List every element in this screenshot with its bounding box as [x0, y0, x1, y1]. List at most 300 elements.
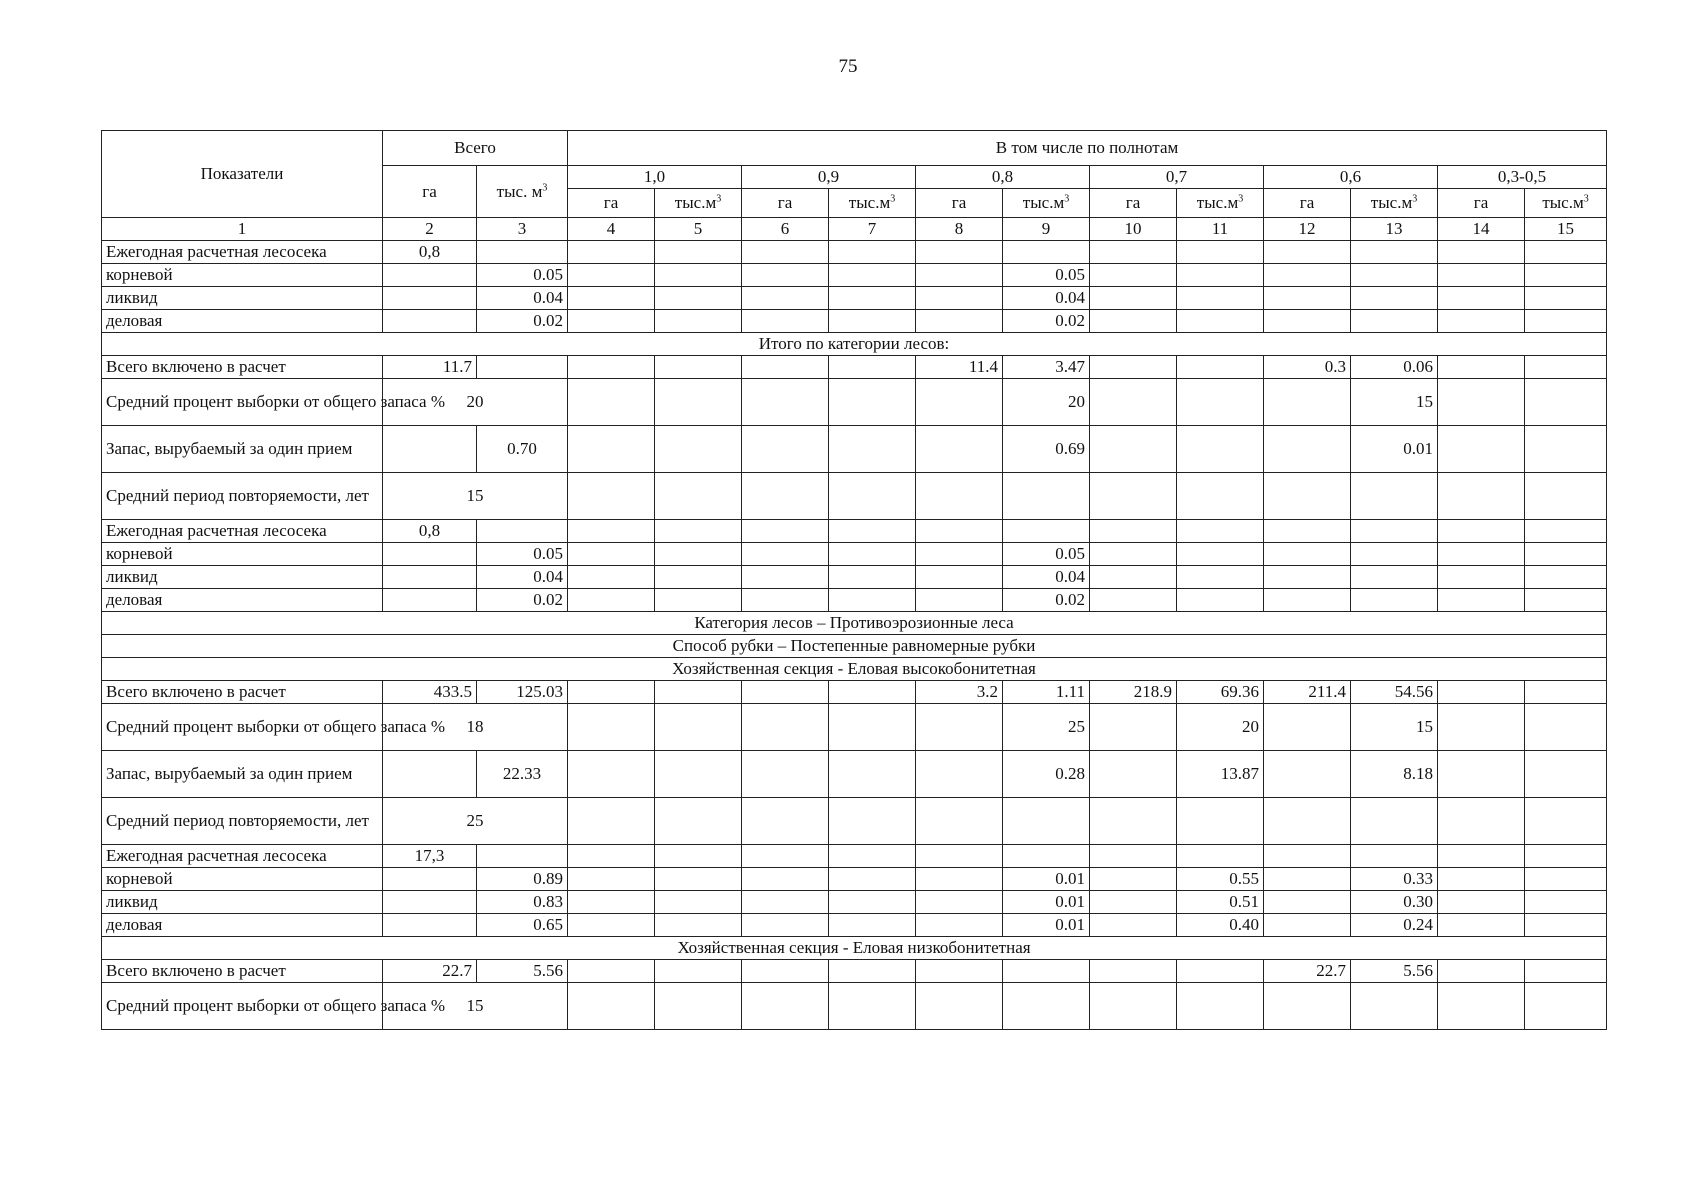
table-row	[102, 983, 1607, 1030]
row-label: Всего включено в расчет	[102, 356, 383, 379]
value-cell-col-11	[1177, 543, 1264, 566]
value-cell-col-10	[1090, 241, 1177, 264]
value-cell-col-11	[1177, 845, 1264, 868]
section-title: Способ рубки – Постепенные равномерные рубки	[102, 635, 1607, 658]
value-cell-col-14	[1438, 356, 1525, 379]
value-cell-col-9: 1.11	[1003, 681, 1090, 704]
column-number: 12	[1264, 218, 1351, 241]
value-cell-col-8	[916, 983, 1003, 1030]
header-unit-ha: га	[742, 189, 829, 218]
table-body	[102, 241, 1607, 1030]
total-ha-cell: 17,3	[383, 845, 477, 868]
value-cell-col-7	[829, 960, 916, 983]
table-row	[102, 543, 1607, 566]
value-cell-col-15	[1525, 914, 1607, 937]
value-cell-col-4	[568, 681, 655, 704]
value-cell-col-12	[1264, 264, 1351, 287]
table-row	[102, 914, 1607, 937]
value-cell-col-9: 0.05	[1003, 543, 1090, 566]
value-cell-col-13: 0.01	[1351, 426, 1438, 473]
column-number: 4	[568, 218, 655, 241]
value-cell-col-4	[568, 868, 655, 891]
header-density-1: 0,9	[742, 166, 916, 189]
value-cell-col-13	[1351, 264, 1438, 287]
value-cell-col-5	[655, 287, 742, 310]
value-cell-col-10	[1090, 426, 1177, 473]
value-cell-col-12: 22.7	[1264, 960, 1351, 983]
value-cell-col-9	[1003, 473, 1090, 520]
value-cell-col-9: 0.04	[1003, 287, 1090, 310]
value-cell-col-10	[1090, 356, 1177, 379]
value-cell-col-5	[655, 751, 742, 798]
total-m3-cell: 0.83	[477, 891, 568, 914]
column-number: 7	[829, 218, 916, 241]
value-cell-col-13: 0.30	[1351, 891, 1438, 914]
value-cell-col-11: 20	[1177, 704, 1264, 751]
row-label: ликвид	[102, 566, 383, 589]
value-cell-col-4	[568, 520, 655, 543]
total-merged-cell: 15	[383, 983, 568, 1030]
table-row	[102, 287, 1607, 310]
value-cell-col-11	[1177, 566, 1264, 589]
value-cell-col-6	[742, 845, 829, 868]
value-cell-col-13	[1351, 241, 1438, 264]
value-cell-col-4	[568, 241, 655, 264]
value-cell-col-9	[1003, 960, 1090, 983]
value-cell-col-9: 0.02	[1003, 310, 1090, 333]
value-cell-col-14	[1438, 264, 1525, 287]
value-cell-col-8	[916, 241, 1003, 264]
row-label: Ежегодная расчетная лесосека	[102, 520, 383, 543]
row-label: Ежегодная расчетная лесосека	[102, 845, 383, 868]
header-density-2: 0,8	[916, 166, 1090, 189]
value-cell-col-13: 15	[1351, 704, 1438, 751]
row-label: Запас, вырубаемый за один прием	[102, 426, 383, 473]
column-number: 11	[1177, 218, 1264, 241]
value-cell-col-14	[1438, 426, 1525, 473]
total-ha-cell	[383, 426, 477, 473]
value-cell-col-7	[829, 520, 916, 543]
table-row	[102, 426, 1607, 473]
value-cell-col-14	[1438, 751, 1525, 798]
value-cell-col-7	[829, 891, 916, 914]
value-cell-col-5	[655, 543, 742, 566]
total-ha-cell	[383, 751, 477, 798]
value-cell-col-6	[742, 960, 829, 983]
value-cell-col-9: 0.01	[1003, 914, 1090, 937]
value-cell-col-9: 0.01	[1003, 891, 1090, 914]
value-cell-col-8	[916, 960, 1003, 983]
column-number: 9	[1003, 218, 1090, 241]
total-m3-cell: 0.05	[477, 543, 568, 566]
value-cell-col-10	[1090, 589, 1177, 612]
value-cell-col-8	[916, 566, 1003, 589]
value-cell-col-6	[742, 520, 829, 543]
column-number: 1	[102, 218, 383, 241]
table-row	[102, 566, 1607, 589]
value-cell-col-12	[1264, 845, 1351, 868]
header-density-4: 0,6	[1264, 166, 1438, 189]
value-cell-col-13	[1351, 473, 1438, 520]
value-cell-col-15	[1525, 798, 1607, 845]
value-cell-col-14	[1438, 845, 1525, 868]
value-cell-col-5	[655, 983, 742, 1030]
value-cell-col-13	[1351, 310, 1438, 333]
row-label: Всего включено в расчет	[102, 960, 383, 983]
value-cell-col-7	[829, 983, 916, 1030]
value-cell-col-6	[742, 566, 829, 589]
value-cell-col-6	[742, 589, 829, 612]
value-cell-col-11	[1177, 287, 1264, 310]
row-label: Средний процент выборки от общего запаса %	[102, 704, 383, 751]
value-cell-col-11	[1177, 473, 1264, 520]
value-cell-col-6	[742, 264, 829, 287]
value-cell-col-11: 0.51	[1177, 891, 1264, 914]
value-cell-col-12: 0.3	[1264, 356, 1351, 379]
header-unit-m3: $тыс.м^3$	[655, 189, 742, 218]
value-cell-col-8	[916, 310, 1003, 333]
value-cell-col-6	[742, 983, 829, 1030]
table-header	[102, 131, 1607, 241]
value-cell-col-8	[916, 287, 1003, 310]
value-cell-col-5	[655, 891, 742, 914]
value-cell-col-11	[1177, 589, 1264, 612]
value-cell-col-10	[1090, 566, 1177, 589]
value-cell-col-6	[742, 426, 829, 473]
value-cell-col-15	[1525, 241, 1607, 264]
value-cell-col-14	[1438, 473, 1525, 520]
column-number-row	[102, 218, 1607, 241]
value-cell-col-10	[1090, 287, 1177, 310]
value-cell-col-7	[829, 914, 916, 937]
value-cell-col-4	[568, 798, 655, 845]
value-cell-col-13	[1351, 287, 1438, 310]
value-cell-col-10	[1090, 914, 1177, 937]
value-cell-col-15	[1525, 681, 1607, 704]
value-cell-col-7	[829, 287, 916, 310]
value-cell-col-4	[568, 287, 655, 310]
value-cell-col-4	[568, 566, 655, 589]
total-m3-cell	[477, 356, 568, 379]
value-cell-col-11: 13.87	[1177, 751, 1264, 798]
table-row	[102, 960, 1607, 983]
value-cell-col-5	[655, 379, 742, 426]
header-including-by-density: В том числе по полнотам	[568, 131, 1607, 166]
value-cell-col-6	[742, 868, 829, 891]
value-cell-col-13	[1351, 589, 1438, 612]
value-cell-col-14	[1438, 704, 1525, 751]
value-cell-col-12	[1264, 543, 1351, 566]
table-row	[102, 379, 1607, 426]
value-cell-col-11	[1177, 310, 1264, 333]
value-cell-col-13: 0.24	[1351, 914, 1438, 937]
header-unit-ha: га	[1090, 189, 1177, 218]
value-cell-col-8	[916, 473, 1003, 520]
row-label: деловая	[102, 914, 383, 937]
table-row	[102, 868, 1607, 891]
value-cell-col-5	[655, 356, 742, 379]
value-cell-col-14	[1438, 960, 1525, 983]
value-cell-col-8	[916, 520, 1003, 543]
value-cell-col-13: 0.06	[1351, 356, 1438, 379]
value-cell-col-11	[1177, 960, 1264, 983]
value-cell-col-10	[1090, 983, 1177, 1030]
value-cell-col-13	[1351, 520, 1438, 543]
value-cell-col-6	[742, 543, 829, 566]
value-cell-col-5	[655, 681, 742, 704]
value-cell-col-10	[1090, 310, 1177, 333]
value-cell-col-14	[1438, 914, 1525, 937]
value-cell-col-4	[568, 426, 655, 473]
value-cell-col-12: 211.4	[1264, 681, 1351, 704]
value-cell-col-8	[916, 426, 1003, 473]
header-unit-m3: $тыс.м^3$	[1177, 189, 1264, 218]
value-cell-col-15	[1525, 868, 1607, 891]
value-cell-col-14	[1438, 287, 1525, 310]
value-cell-col-7	[829, 379, 916, 426]
value-cell-col-6	[742, 473, 829, 520]
total-m3-cell: 125.03	[477, 681, 568, 704]
value-cell-col-10	[1090, 960, 1177, 983]
row-label: Средний процент выборки от общего запаса %	[102, 983, 383, 1030]
value-cell-col-5	[655, 868, 742, 891]
value-cell-col-12	[1264, 868, 1351, 891]
value-cell-col-14	[1438, 681, 1525, 704]
value-cell-col-12	[1264, 704, 1351, 751]
value-cell-col-10	[1090, 520, 1177, 543]
column-number: 13	[1351, 218, 1438, 241]
row-label: корневой	[102, 543, 383, 566]
table-row	[102, 473, 1607, 520]
value-cell-col-14	[1438, 241, 1525, 264]
total-merged-cell: 20	[383, 379, 568, 426]
value-cell-col-13: 15	[1351, 379, 1438, 426]
table-row	[102, 891, 1607, 914]
value-cell-col-4	[568, 960, 655, 983]
value-cell-col-5	[655, 310, 742, 333]
value-cell-col-6	[742, 681, 829, 704]
section-title: Категория лесов – Противоэрозионные леса	[102, 612, 1607, 635]
value-cell-col-5	[655, 798, 742, 845]
value-cell-col-8	[916, 891, 1003, 914]
value-cell-col-5	[655, 845, 742, 868]
value-cell-col-12	[1264, 589, 1351, 612]
value-cell-col-14	[1438, 543, 1525, 566]
value-cell-col-7	[829, 241, 916, 264]
value-cell-col-12	[1264, 520, 1351, 543]
row-label: Запас, вырубаемый за один прием	[102, 751, 383, 798]
header-unit-ha: га	[1438, 189, 1525, 218]
value-cell-col-15	[1525, 287, 1607, 310]
value-cell-col-9: 3.47	[1003, 356, 1090, 379]
value-cell-col-4	[568, 264, 655, 287]
total-ha-cell	[383, 566, 477, 589]
value-cell-col-10	[1090, 798, 1177, 845]
header-total: Всего	[383, 131, 568, 166]
total-ha-cell	[383, 589, 477, 612]
value-cell-col-9: 0.04	[1003, 566, 1090, 589]
table-row	[102, 310, 1607, 333]
value-cell-col-8	[916, 751, 1003, 798]
value-cell-col-6	[742, 310, 829, 333]
total-ha-cell: 11.7	[383, 356, 477, 379]
column-number: 2	[383, 218, 477, 241]
column-number: 10	[1090, 218, 1177, 241]
value-cell-col-7	[829, 566, 916, 589]
header-unit-m3: $тыс.м^3$	[1525, 189, 1607, 218]
row-label: ликвид	[102, 287, 383, 310]
section-row	[102, 635, 1607, 658]
value-cell-col-5	[655, 704, 742, 751]
header-unit-m3: $тыс.м^3$	[1351, 189, 1438, 218]
value-cell-col-6	[742, 287, 829, 310]
value-cell-col-12	[1264, 426, 1351, 473]
header-unit-ha: га	[916, 189, 1003, 218]
total-m3-cell: 0.70	[477, 426, 568, 473]
value-cell-col-10	[1090, 891, 1177, 914]
value-cell-col-9: 0.69	[1003, 426, 1090, 473]
value-cell-col-15	[1525, 983, 1607, 1030]
value-cell-col-13	[1351, 566, 1438, 589]
value-cell-col-7	[829, 473, 916, 520]
total-merged-cell: 25	[383, 798, 568, 845]
table-row	[102, 520, 1607, 543]
header-total-m3: тыс. $м^3$	[477, 166, 568, 218]
value-cell-col-6	[742, 891, 829, 914]
total-ha-cell: 22.7	[383, 960, 477, 983]
row-label: Ежегодная расчетная лесосека	[102, 241, 383, 264]
table-row	[102, 264, 1607, 287]
section-title: Итого по категории лесов:	[102, 333, 1607, 356]
value-cell-col-11	[1177, 426, 1264, 473]
value-cell-col-5	[655, 473, 742, 520]
table-row	[102, 241, 1607, 264]
value-cell-col-11	[1177, 264, 1264, 287]
value-cell-col-4	[568, 891, 655, 914]
value-cell-col-9	[1003, 798, 1090, 845]
value-cell-col-6	[742, 379, 829, 426]
header-unit-m3: $тыс.м^3$	[1003, 189, 1090, 218]
value-cell-col-10	[1090, 543, 1177, 566]
value-cell-col-14	[1438, 566, 1525, 589]
value-cell-col-8	[916, 264, 1003, 287]
value-cell-col-9	[1003, 983, 1090, 1030]
value-cell-col-7	[829, 845, 916, 868]
value-cell-col-11: 69.36	[1177, 681, 1264, 704]
row-label: Всего включено в расчет	[102, 681, 383, 704]
total-m3-cell: 0.65	[477, 914, 568, 937]
row-label: Средний процент выборки от общего запаса %	[102, 379, 383, 426]
value-cell-col-13	[1351, 845, 1438, 868]
value-cell-col-10	[1090, 473, 1177, 520]
value-cell-col-9	[1003, 520, 1090, 543]
value-cell-col-5	[655, 914, 742, 937]
value-cell-col-11	[1177, 520, 1264, 543]
total-m3-cell: 0.04	[477, 287, 568, 310]
value-cell-col-14	[1438, 520, 1525, 543]
value-cell-col-4	[568, 589, 655, 612]
value-cell-col-7	[829, 543, 916, 566]
header-indicators: Показатели	[102, 131, 383, 218]
column-number: 15	[1525, 218, 1607, 241]
value-cell-col-15	[1525, 543, 1607, 566]
value-cell-col-6	[742, 798, 829, 845]
value-cell-col-12	[1264, 914, 1351, 937]
value-cell-col-11: 0.40	[1177, 914, 1264, 937]
value-cell-col-9: 25	[1003, 704, 1090, 751]
value-cell-col-8: 11.4	[916, 356, 1003, 379]
value-cell-col-13: 5.56	[1351, 960, 1438, 983]
value-cell-col-11	[1177, 983, 1264, 1030]
table-row	[102, 589, 1607, 612]
value-cell-col-4	[568, 983, 655, 1030]
column-number: 14	[1438, 218, 1525, 241]
total-ha-cell	[383, 310, 477, 333]
total-m3-cell: 0.05	[477, 264, 568, 287]
value-cell-col-15	[1525, 704, 1607, 751]
value-cell-col-15	[1525, 310, 1607, 333]
value-cell-col-12	[1264, 891, 1351, 914]
value-cell-col-13	[1351, 798, 1438, 845]
value-cell-col-5	[655, 426, 742, 473]
value-cell-col-4	[568, 473, 655, 520]
row-label: деловая	[102, 310, 383, 333]
section-title: Хозяйственная секция - Еловая низкобонитетная	[102, 937, 1607, 960]
value-cell-col-6	[742, 914, 829, 937]
table-row	[102, 845, 1607, 868]
value-cell-col-10	[1090, 379, 1177, 426]
total-ha-cell	[383, 914, 477, 937]
value-cell-col-8	[916, 914, 1003, 937]
value-cell-col-15	[1525, 960, 1607, 983]
row-label: деловая	[102, 589, 383, 612]
value-cell-col-15	[1525, 473, 1607, 520]
value-cell-col-14	[1438, 798, 1525, 845]
column-number: 8	[916, 218, 1003, 241]
header-density-0: 1,0	[568, 166, 742, 189]
total-ha-cell: 0,8	[383, 241, 477, 264]
value-cell-col-9: 0.05	[1003, 264, 1090, 287]
value-cell-col-9: 0.28	[1003, 751, 1090, 798]
value-cell-col-7	[829, 426, 916, 473]
total-m3-cell: 0.04	[477, 566, 568, 589]
value-cell-col-13: 8.18	[1351, 751, 1438, 798]
table-row	[102, 356, 1607, 379]
value-cell-col-12	[1264, 473, 1351, 520]
value-cell-col-14	[1438, 868, 1525, 891]
total-m3-cell: 22.33	[477, 751, 568, 798]
value-cell-col-8	[916, 868, 1003, 891]
column-number: 6	[742, 218, 829, 241]
value-cell-col-14	[1438, 589, 1525, 612]
value-cell-col-9: 20	[1003, 379, 1090, 426]
value-cell-col-5	[655, 241, 742, 264]
section-row	[102, 658, 1607, 681]
value-cell-col-15	[1525, 264, 1607, 287]
total-m3-cell: 0.02	[477, 589, 568, 612]
value-cell-col-15	[1525, 379, 1607, 426]
value-cell-col-11	[1177, 798, 1264, 845]
table-row	[102, 681, 1607, 704]
section-row	[102, 937, 1607, 960]
value-cell-col-7	[829, 310, 916, 333]
value-cell-col-8	[916, 845, 1003, 868]
header-unit-m3: $тыс.м^3$	[829, 189, 916, 218]
value-cell-col-8	[916, 379, 1003, 426]
value-cell-col-8	[916, 589, 1003, 612]
total-m3-cell: 0.89	[477, 868, 568, 891]
header-total-ha: га	[383, 166, 477, 218]
